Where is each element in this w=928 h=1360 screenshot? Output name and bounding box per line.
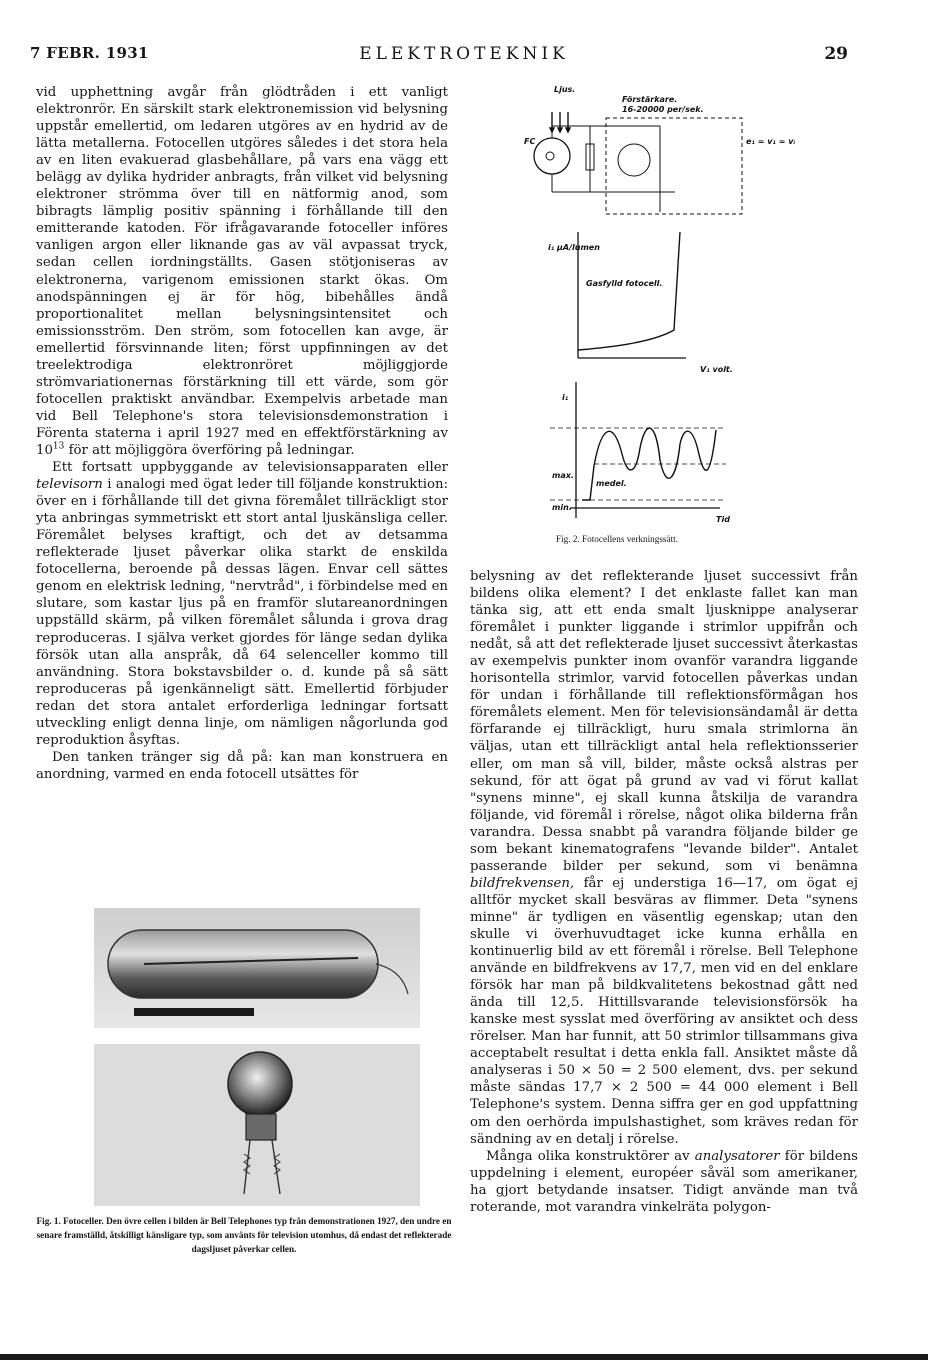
paragraph: Många olika konstruktörer av analysatorer för bildens uppdelning i element, européer såväl som amerikaner, ha gjort betydande insatser. Tidigt använde man två roterande, mot varandra vinkelräta polygon- [470,1148,858,1215]
amplifier-box [606,118,742,214]
paragraph: Ett fortsatt uppbyggande av televisionsapparaten eller televisorn i analogi med ögat leder till följande konstruktion: över en i förhållande till det givna föremålet tillräckligt stor yta anbringas symmetriskt ett stort antal ljuskänsliga celler. Föremålet belyses kraftigt, och det av detsamma reflekterade ljuset påverkar olika starkt de enskilda fotocellerna, beroende på dessas lägen. Envar cell sättes genom en elektrisk ledning, "nervtråd", i förbindelse med en slutare, som kastar ljus på en framför slutareanordningen uppställd skärm, på vilken föremålet sålunda i grova drag reproduceras. I själva verket gjordes för länge sedan dylika försök utan alla anspråk, då 64 selenceller kommo till användning. Stora bokstavsbilder o. d. kunde på så sätt reproduceras på igenkänneligt sätt. Emellertid förbjuder redan det stora antalet erforderliga ledningar fortsatt utveckling enligt denna linje, om nämligen någorlunda god reproduktion åsyftas. [36,460,448,748]
circuit-wires [552,126,675,212]
figure-2-caption: Fig. 2. Fotocellens verkningssätt. [556,534,678,544]
page-edge [0,1354,928,1360]
photocell-diagram [510,82,796,524]
light-label: Ljus. [554,85,576,94]
paragraph: Den tanken tränger sig då på: kan man konstruera en anordning, varmed en enda fotocell utsättes för [36,749,448,782]
fc-label: FC [524,137,536,146]
medel-label: medel. [596,479,627,488]
time-label: Tid [716,515,730,524]
figure-2-diagram [510,82,796,524]
light-rays [550,112,570,132]
photocell-symbol [534,138,570,174]
graph1-y-label: i₁ μA/lumen [548,243,600,252]
issue-date: 7 FEBR. 1931 [30,44,149,62]
graph1-x-label: V₁ volt. [700,365,733,374]
amplifier-label: Förstärkare. [622,95,678,104]
photocell-tube-photo [94,908,420,1028]
paragraph: belysning av det reflekterande ljuset successivt från bildens olika element? I det enklaste fallet kan man tänka sig, att ett enda smalt ljusknippe analyserar föremålet i punkter liggande i strimlor uppifrån och nedåt, så att det reflekterade ljuset successivt återkastas av exempelvis punkter inom ovanför varandra liggande horisontella strimlor, varvid fotocellen påverkas undan för undan i förhållande till reflektionsförmågan hos föremålets element. Men för televisionsändamål är detta förfarande ej tillräckligt, huru smala strimlorna än väljas, utan ett tillräckligt antal hela reflektionsserier eller, om man så vill, bilder, måste också alstras per sekund, för att ögat på grund av vad vi förut kallat "synens minne", ej skall kunna åtskilja de varandra följande, vid föremål i rörelse, något olika bilderna från varandra. Dessa snabbt på varandra följande bilder ge som bekant kinematografens "levande bilder". Antalet passerande bilder per sekund, som vi benämna bildfrekvensen, får ej understiga 16—17, om ögat ej alltför mycket skall besväras av flimmer. Deta "synens minne" är tydligen en väsentlig egenskap; utan den skulle vi överhuvudtaget icke kunna erhålla en kontinuerlig bild av ett föremål i rörelse. Bell Telephone använde en bildfrekvens av 17,7, men vid en del enklare försök har man på bildkvalitetens bekostnad gått ned ända till 12,5. Hittillsvarande televisionsförsök ha kanske mest sysslat med överföring av ansiktet och dess rörelser. Man har funnit, att 50 strimlor tillsammans giva acceptabelt resultat i detta enkla fall. Ansiktet måste då analyseras i 50 × 50 = 2 500 element, dvs. per sekund måste sändas 17,7 × 2 500 = 44 000 element i Bell Telephone's system. Denna siffra ger en god uppfattning om den oerhörda impulshastighet, som kräves redan för sändning av en detalj i rörelse. [470,569,858,1147]
output-label: e₁ = v₁ = vᵢ [746,137,796,146]
right-column [470,568,858,1216]
left-column [36,84,448,783]
paragraph: vid upphettning avgår från glödtråden i ett vanligt elektronrör. En särskilt stark elektronemission vid belysning uppstår emellertid, om ledaren utgöres av en hydrid av de lätta metallerna. Fotocellen utgöres således i det stora hela av en liten evakuerad glasbehållare, på vars ena vägg ett belägg av dylika hydrider anbragts, från vilket vid belysning elektroner strömma över till en nätformig anod, som bibragts lämplig positiv spänning i förhållande till den emitterande katoden. För ifrågavarande fotoceller införes vanligen argon eller liknande gas av väl avpassat tryck, sedan cellen iordningställts. Gasen stötjoniseras av elektronerna, varigenom emissionen starkt ökas. Om anodspänningen ej är för hög, bibehålles ändå proportionalitet mellan belysningsintensitet och emissionsström. Den ström, som fotocellen kan avge, är emellertid försvinnande liten; först uppfinningen av det treelektrodiga elektronröret möjliggjorde strömvariationernas förstärkning till ett värde, som gör fotocellen praktiskt användbar. Exempelvis arbetade man vid Bell Telephone's stora televisionsdemonstration i Förenta staterna i april 1927 med en effektförstärkning av $10^{13}$ för att möjliggöra överföring på ledningar. [36,85,448,458]
journal-title: ELEKTROTEKNIK [359,44,569,64]
graph1-curve-label: Gasfylld fotocell. [586,279,663,288]
page-number: 29 [824,44,848,64]
photocell-bulb-photo [94,1044,420,1206]
min-label: min. [552,503,572,512]
figure-1-caption: Fig. 1. Fotoceller. Den övre cellen i bilden är Bell Telephones typ från demonstrationen 1927, den undre en senare framställd, åtskilligt känsligare typ, som använts för television utomhus, då endast det reflekterade dagsljuset påverkar cellen. [36,1216,452,1254]
max-label: max. [552,471,574,480]
frequency-label: 16-20000 per/sek. [622,105,704,114]
graph2-y-label: i₁ [562,393,569,402]
